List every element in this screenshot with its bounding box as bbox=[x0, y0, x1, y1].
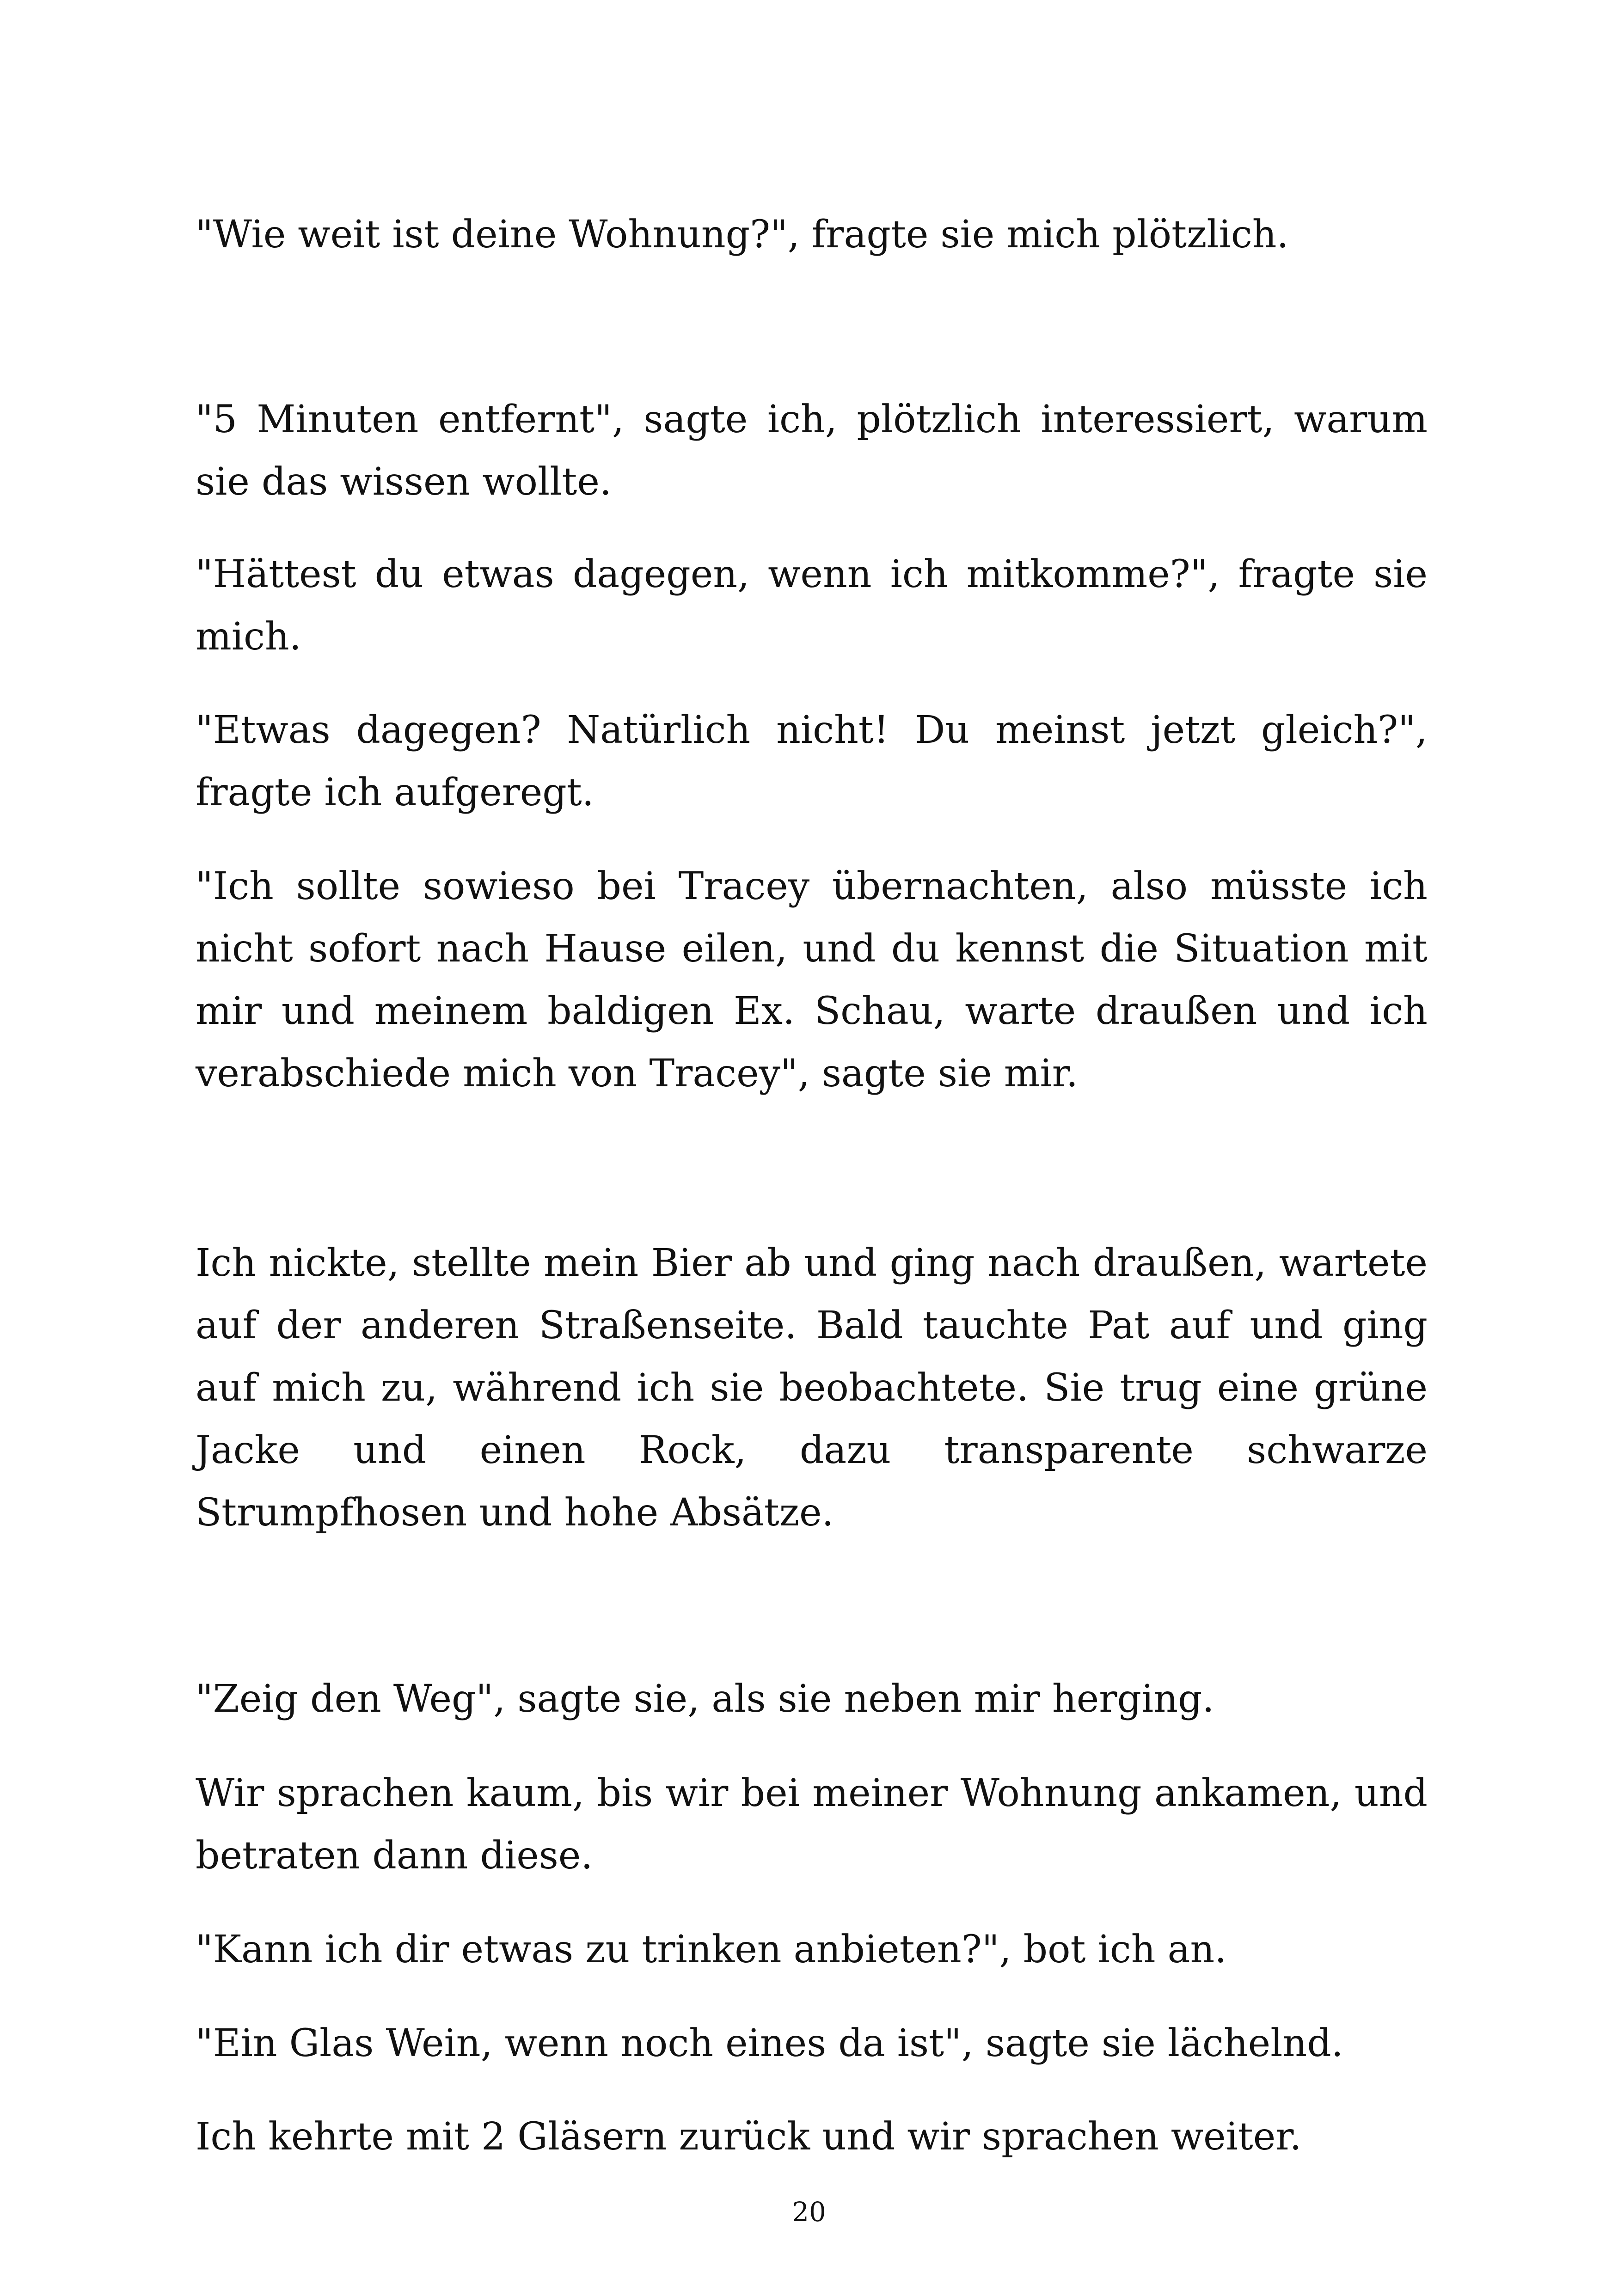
paragraph-8: Wir sprachen kaum, bis wir bei meiner Wohnung ankamen, und betraten dann diese. bbox=[196, 1771, 1428, 1878]
paragraph-2: "5 Minuten entfernt", sagte ich, plötzlich interessiert, warum sie das wissen wollte. bbox=[196, 398, 1428, 504]
paragraph-7: "Zeig den Weg", sagte sie, als sie neben mir herging. bbox=[196, 1677, 1214, 1721]
paragraph-5: "Ich sollte sowieso bei Tracey übernachten, also müsste ich nicht sofort nach Hause eilen, und du kennst die Situation mit mir und meinem baldigen Ex. Schau, warte draußen und ich verabschiede mich von Tracey", sagte sie mir. bbox=[196, 864, 1428, 1096]
page-number: 20 bbox=[792, 2196, 826, 2228]
paragraph-4: "Etwas dagegen? Natürlich nicht! Du meinst jetzt gleich?", fragte ich aufgeregt. bbox=[196, 708, 1428, 814]
paragraph-1: "Wie weit ist deine Wohnung?", fragte sie mich plötzlich. bbox=[196, 213, 1289, 257]
paragraph-3: "Hättest du etwas dagegen, wenn ich mitkomme?", fragte sie mich. bbox=[196, 552, 1428, 659]
paragraph-11: Ich kehrte mit 2 Gläsern zurück und wir sprachen weiter. bbox=[196, 2115, 1302, 2159]
paragraph-6: Ich nickte, stellte mein Bier ab und ging nach draußen, wartete auf der anderen Straßenseite. Bald tauchte Pat auf und ging auf mich zu, während ich sie beobachtete. Sie trug eine grüne Jacke und einen Rock, dazu transparente schwarze Strumpfhosen und hohe Absätze. bbox=[196, 1241, 1428, 1535]
paragraph-10: "Ein Glas Wein, wenn noch eines da ist", sagte sie lächelnd. bbox=[196, 2021, 1343, 2065]
paragraph-9: "Kann ich dir etwas zu trinken anbieten?", bot ich an. bbox=[196, 1928, 1227, 1971]
